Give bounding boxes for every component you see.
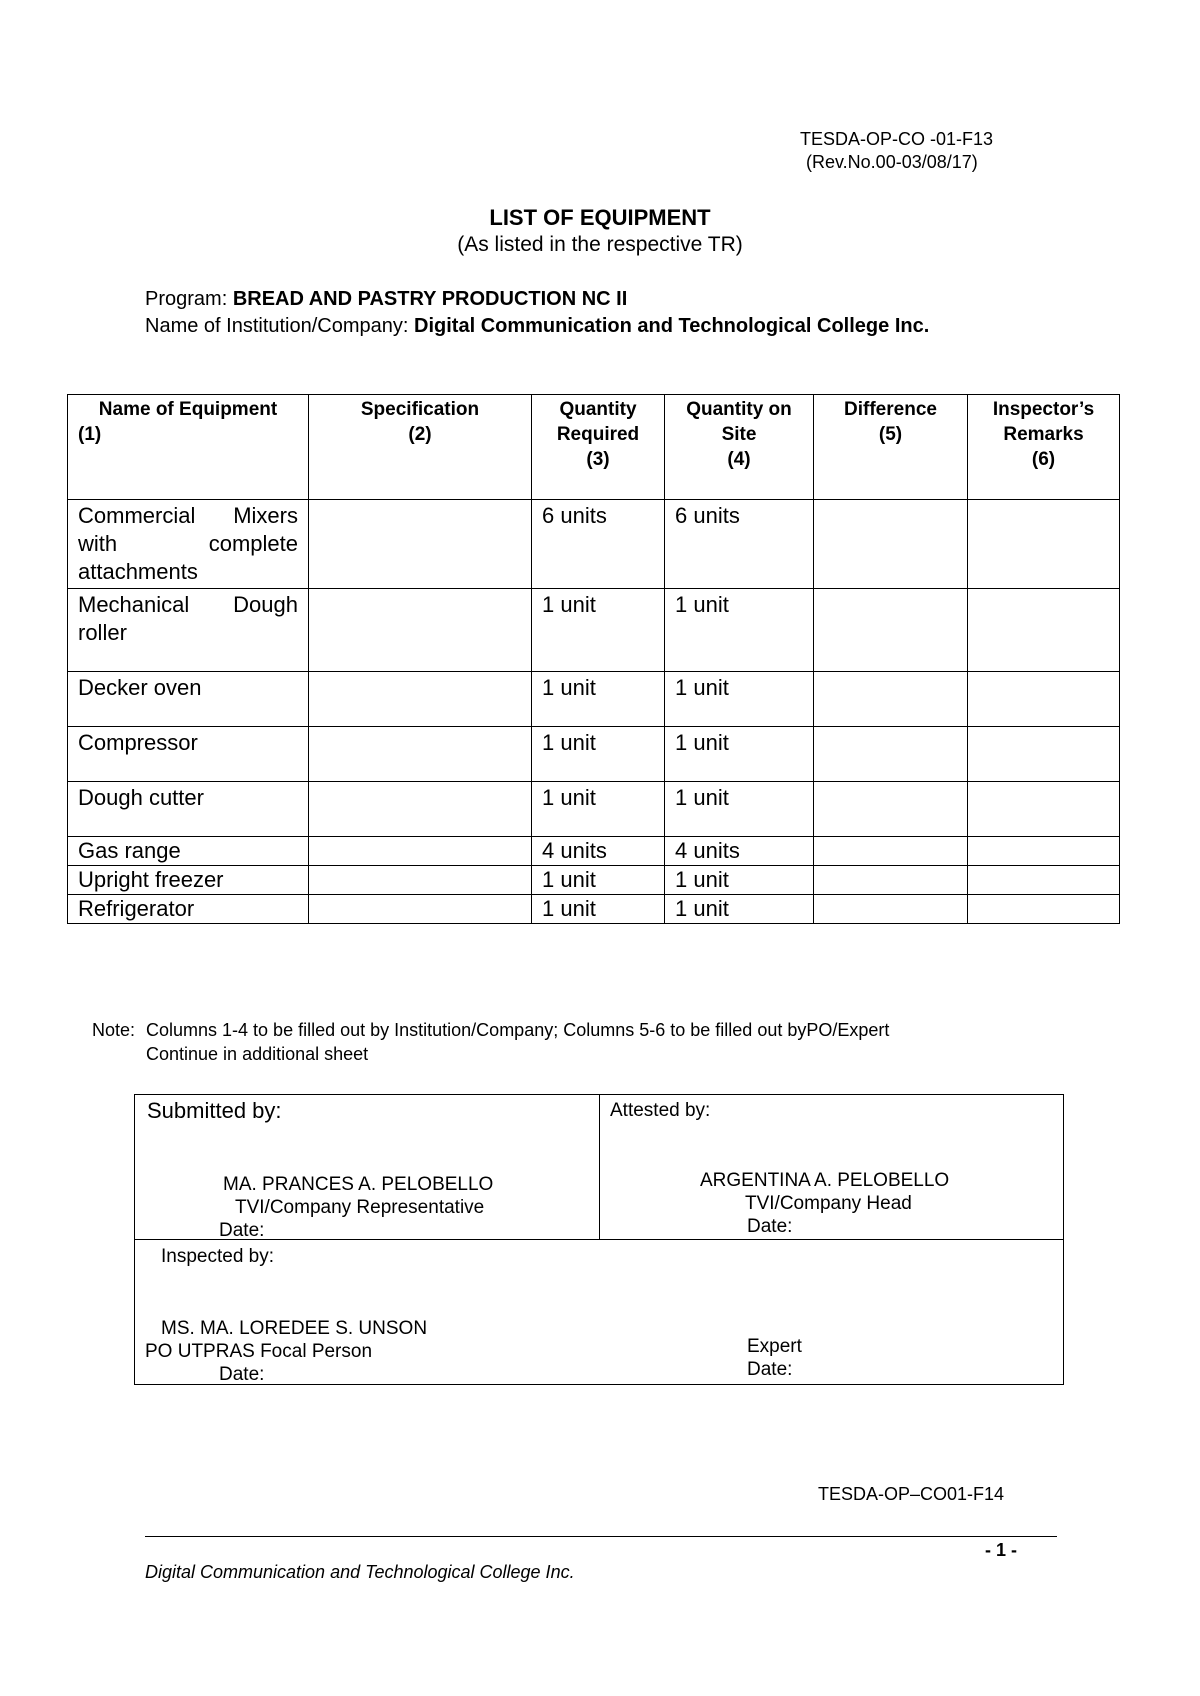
cell-quantity-required: 1 unit — [532, 672, 665, 727]
expert-date: Date: — [747, 1359, 793, 1380]
table-row — [68, 895, 1120, 924]
cell-remarks — [968, 895, 1120, 924]
table-row — [68, 782, 1120, 837]
cell-quantity-required: 1 unit — [532, 782, 665, 837]
inspected-by-label: Inspected by: — [161, 1246, 275, 1267]
cell-difference — [814, 672, 968, 727]
footer-divider — [145, 1536, 1057, 1537]
cell-equipment-name: Gas range — [68, 837, 309, 866]
table-header-row — [68, 395, 1120, 500]
cell-quantity-on-site: 6 units — [665, 500, 814, 589]
attested-by-date: Date: — [747, 1216, 793, 1237]
cell-quantity-required: 1 unit — [532, 589, 665, 672]
attested-by-name: ARGENTINA A. PELOBELLO — [700, 1170, 950, 1191]
table-row — [68, 589, 1120, 672]
cell-quantity-on-site: 1 unit — [665, 727, 814, 782]
cell-specification — [309, 782, 532, 837]
table-row — [68, 866, 1120, 895]
footer-institution: Digital Communication and Technological College Inc. — [145, 1562, 575, 1582]
column-header-difference: Difference (5) — [814, 395, 968, 500]
cell-remarks — [968, 589, 1120, 672]
cell-difference — [814, 589, 968, 672]
submitted-by-date: Date: — [219, 1220, 265, 1241]
cell-specification — [309, 500, 532, 589]
institution-label: Name of Institution/Company: — [145, 315, 409, 337]
cell-quantity-on-site: 1 unit — [665, 589, 814, 672]
cell-specification — [309, 589, 532, 672]
institution-value: Digital Communication and Technological College Inc. — [414, 315, 930, 337]
table-row — [68, 727, 1120, 782]
cell-specification — [309, 866, 532, 895]
footer-form-code: TESDA-OP–CO01-F14 — [818, 1484, 1005, 1504]
page-number: - 1 - — [985, 1540, 1018, 1560]
cell-remarks — [968, 672, 1120, 727]
cell-specification — [309, 837, 532, 866]
program-line — [145, 288, 627, 311]
cell-quantity-required: 4 units — [532, 837, 665, 866]
table-row — [68, 672, 1120, 727]
submitted-by-label: Submitted by: — [147, 1098, 282, 1123]
document-subtitle: (As listed in the respective TR) — [457, 233, 743, 256]
cell-quantity-on-site: 1 unit — [665, 782, 814, 837]
inspected-by-name: MS. MA. LOREDEE S. UNSON — [161, 1318, 428, 1339]
cell-equipment-name: Commercial Mixers with complete attachments — [68, 500, 309, 589]
column-header-inspector-remarks: Inspector’s Remarks (6) — [968, 395, 1120, 500]
submitted-by-name: MA. PRANCES A. PELOBELLO — [223, 1174, 494, 1195]
attested-by-label: Attested by: — [610, 1100, 711, 1121]
cell-equipment-name: Upright freezer — [68, 866, 309, 895]
signature-box — [134, 1094, 1064, 1385]
cell-equipment-name: Compressor — [68, 727, 309, 782]
cell-remarks — [968, 727, 1120, 782]
column-header-quantity-required: Quantity Required (3) — [532, 395, 665, 500]
cell-remarks — [968, 837, 1120, 866]
form-code: TESDA-OP-CO -01-F13 — [800, 129, 994, 149]
cell-quantity-on-site: 1 unit — [665, 895, 814, 924]
cell-difference — [814, 837, 968, 866]
cell-quantity-required: 1 unit — [532, 866, 665, 895]
column-header-specification: Specification (2) — [309, 395, 532, 500]
expert-role: Expert — [747, 1336, 802, 1357]
column-header-quantity-on-site: Quantity on Site (4) — [665, 395, 814, 500]
cell-quantity-required: 1 unit — [532, 727, 665, 782]
cell-equipment-name: Refrigerator — [68, 895, 309, 924]
signature-divider-vertical — [599, 1095, 600, 1239]
cell-equipment-name: Dough cutter — [68, 782, 309, 837]
table-row — [68, 500, 1120, 589]
cell-remarks — [968, 866, 1120, 895]
program-value: BREAD AND PASTRY PRODUCTION NC II — [232, 288, 628, 310]
cell-difference — [814, 500, 968, 589]
revision-number: (Rev.No.00-03/08/17) — [806, 152, 978, 172]
attested-by-role: TVI/Company Head — [745, 1193, 912, 1214]
cell-equipment-name: Mechanical Dough roller — [68, 589, 309, 672]
inspected-by-role: PO UTPRAS Focal Person — [145, 1341, 373, 1362]
cell-specification — [309, 672, 532, 727]
cell-difference — [814, 866, 968, 895]
cell-difference — [814, 727, 968, 782]
cell-quantity-on-site: 1 unit — [665, 866, 814, 895]
cell-difference — [814, 895, 968, 924]
form-code-block — [800, 128, 993, 174]
table-row — [68, 837, 1120, 866]
cell-equipment-name: Decker oven — [68, 672, 309, 727]
cell-quantity-required: 6 units — [532, 500, 665, 589]
cell-quantity-on-site: 1 unit — [665, 672, 814, 727]
note-label: Note: — [92, 1020, 136, 1040]
cell-remarks — [968, 500, 1120, 589]
note-line-2: Continue in additional sheet — [146, 1044, 369, 1064]
inspected-by-date: Date: — [219, 1364, 265, 1385]
equipment-table — [67, 394, 1120, 924]
note-line-1: Columns 1-4 to be filled out by Institution/Company; Columns 5-6 to be filled out byPO/Expert — [146, 1020, 890, 1040]
note — [92, 1018, 889, 1066]
program-label: Program: — [145, 288, 228, 310]
document-title: LIST OF EQUIPMENT — [489, 205, 711, 230]
cell-quantity-on-site: 4 units — [665, 837, 814, 866]
signature-divider-horizontal — [135, 1239, 1063, 1240]
cell-quantity-required: 1 unit — [532, 895, 665, 924]
cell-remarks — [968, 782, 1120, 837]
institution-line — [145, 315, 929, 338]
submitted-by-role: TVI/Company Representative — [235, 1197, 485, 1218]
cell-specification — [309, 895, 532, 924]
cell-specification — [309, 727, 532, 782]
column-header-name: Name of Equipment (1) — [68, 395, 309, 500]
cell-difference — [814, 782, 968, 837]
